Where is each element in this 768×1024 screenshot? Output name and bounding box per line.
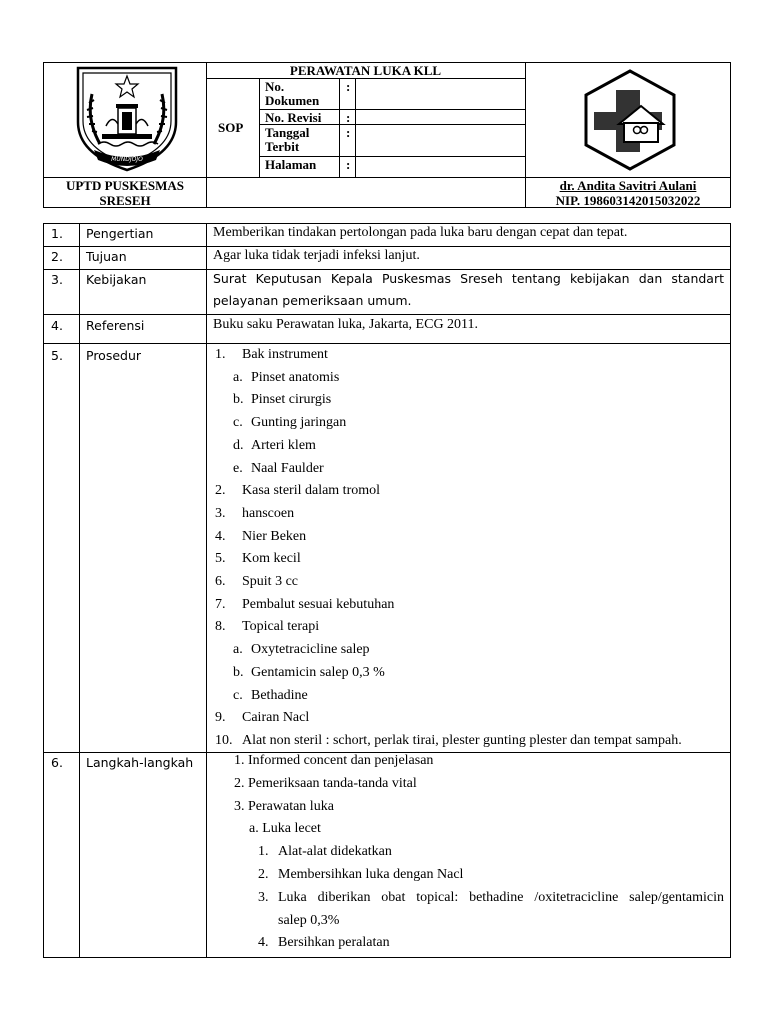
unit-name: UPTD PUSKESMAS: [65, 178, 185, 193]
langkah-item: Luka diberikan obat topical: bethadine /oxitetracicline salep/gentamicin: [278, 890, 724, 905]
header-divider: [355, 78, 356, 178]
header-divider: [339, 78, 340, 178]
langkah-marker: 2.: [258, 867, 269, 882]
prosedur-item: Topical terapi: [242, 619, 320, 635]
prosedur-item: Pinset cirurgis: [251, 392, 332, 408]
field-label-tanggal-terbit: Tanggal Terbit: [265, 125, 310, 154]
row-number: 4.: [51, 318, 63, 333]
langkah-marker: 4.: [258, 935, 269, 950]
prosedur-marker: 2.: [215, 483, 226, 499]
row-number: 6.: [51, 755, 63, 770]
field-label-no-dokumen: No. Dokumen: [265, 79, 320, 108]
row-number: 5.: [51, 348, 63, 363]
field-colon: :: [346, 110, 351, 125]
prosedur-item: Arteri klem: [251, 437, 316, 453]
row-number: 1.: [51, 226, 63, 241]
prosedur-marker: d.: [233, 437, 244, 453]
prosedur-item: Spuit 3 cc: [242, 574, 298, 589]
prosedur-item: Alat non steril : schort, perlak tirai, plester gunting plester dan tempat sampah.: [242, 732, 682, 748]
body-divider: [44, 246, 730, 247]
prosedur-item: Nier Beken: [242, 528, 307, 544]
row-text-referensi: Buku saku Perawatan luka, Jakarta, ECG 2011.: [213, 317, 479, 332]
signer-name: dr. Andita Savitri Aulani: [559, 178, 697, 193]
signer-nip: NIP. 198603142015032022: [555, 193, 701, 208]
prosedur-item: Cairan Nacl: [242, 710, 310, 726]
body-divider: [79, 224, 80, 957]
row-label-langkah: Langkah-langkah: [86, 755, 194, 770]
document-title: PERAWATAN LUKA KLL: [289, 63, 442, 78]
field-label-halaman: Halaman: [265, 157, 317, 172]
row-text-kebijakan-line2: pelayanan pemeriksaan umum.: [213, 293, 412, 308]
row-text-pengertian: Memberikan tindakan pertolongan pada luka baru dengan cepat dan tepat.: [213, 225, 628, 240]
langkah-item: Alat-alat didekatkan: [278, 844, 392, 859]
sop-body-table: [43, 223, 731, 958]
header-divider: [206, 63, 207, 208]
field-label-no-revisi: No. Revisi: [265, 110, 322, 125]
row-label-tujuan: Tujuan: [86, 249, 127, 264]
regency-emblem-icon: [72, 64, 182, 172]
row-text-kebijakan: Surat Keputusan Kepala Puskesmas Sreseh tentang kebijakan dan standart: [213, 271, 724, 286]
langkah-marker: 3.: [258, 890, 269, 905]
prosedur-marker: b.: [233, 664, 244, 680]
field-colon: :: [346, 79, 351, 94]
prosedur-marker: a.: [233, 642, 243, 658]
langkah-item: 1. Informed concent dan penjelasan: [234, 753, 434, 768]
regency-logo: [72, 64, 182, 172]
prosedur-item: Pinset anatomis: [251, 369, 340, 385]
header-divider: [259, 78, 260, 178]
prosedur-marker: a.: [233, 369, 243, 385]
header-divider: [206, 78, 525, 79]
prosedur-marker: 8.: [215, 619, 226, 635]
row-label-prosedur: Prosedur: [86, 348, 142, 363]
row-label-kebijakan: Kebijakan: [86, 272, 147, 287]
langkah-item-continuation: salep 0,3%: [278, 912, 340, 928]
sop-header-table: [43, 62, 731, 208]
prosedur-marker: 4.: [215, 528, 226, 544]
prosedur-item: Oxytetracicline salep: [251, 642, 370, 658]
body-divider: [44, 314, 730, 315]
field-colon: :: [346, 157, 351, 172]
langkah-item: 2. Pemeriksaan tanda-tanda vital: [234, 776, 417, 791]
prosedur-item: hanscoen: [242, 505, 295, 521]
prosedur-marker: 3.: [215, 505, 226, 521]
puskesmas-cross-icon: [577, 68, 683, 172]
langkah-item: Membersihkan luka dengan Nacl: [278, 867, 464, 882]
row-label-pengertian: Pengertian: [86, 226, 154, 241]
prosedur-item: Bak instrument: [242, 347, 328, 362]
prosedur-marker: 1.: [215, 347, 226, 362]
field-colon: :: [346, 125, 351, 140]
row-label-referensi: Referensi: [86, 318, 145, 333]
prosedur-item: Pembalut sesuai kebutuhan: [242, 596, 395, 612]
langkah-item: 3. Perawatan luka: [234, 799, 334, 814]
body-divider: [44, 343, 730, 344]
logo-motto: MUNDJOJO: [111, 156, 143, 163]
prosedur-marker: 10.: [215, 732, 233, 748]
row-number: 3.: [51, 272, 63, 287]
prosedur-marker: c.: [233, 687, 243, 703]
body-divider: [206, 224, 207, 957]
prosedur-marker: b.: [233, 392, 244, 408]
row-text-tujuan: Agar luka tidak terjadi infeksi lanjut.: [213, 248, 420, 263]
prosedur-marker: 7.: [215, 596, 226, 612]
langkah-marker: 1.: [258, 844, 269, 859]
langkah-item: Bersihkan peralatan: [278, 935, 390, 950]
prosedur-marker: c.: [233, 415, 243, 431]
unit-name-line2: SRESEH: [99, 193, 151, 208]
prosedur-item: Kom kecil: [242, 551, 301, 567]
prosedur-item: Gunting jaringan: [251, 415, 347, 431]
sop-label: SOP: [218, 120, 244, 135]
prosedur-marker: 6.: [215, 574, 226, 589]
langkah-item: a. Luka lecet: [249, 821, 321, 836]
row-number: 2.: [51, 249, 63, 264]
prosedur-marker: e.: [233, 460, 243, 476]
puskesmas-logo: [577, 68, 683, 172]
prosedur-item: Kasa steril dalam tromol: [242, 483, 381, 499]
prosedur-marker: 5.: [215, 551, 226, 567]
prosedur-item: Gentamicin salep 0,3 %: [251, 664, 385, 680]
body-divider: [44, 269, 730, 270]
prosedur-marker: 9.: [215, 710, 226, 726]
prosedur-item: Naal Faulder: [251, 460, 324, 476]
prosedur-item: Bethadine: [251, 687, 308, 703]
